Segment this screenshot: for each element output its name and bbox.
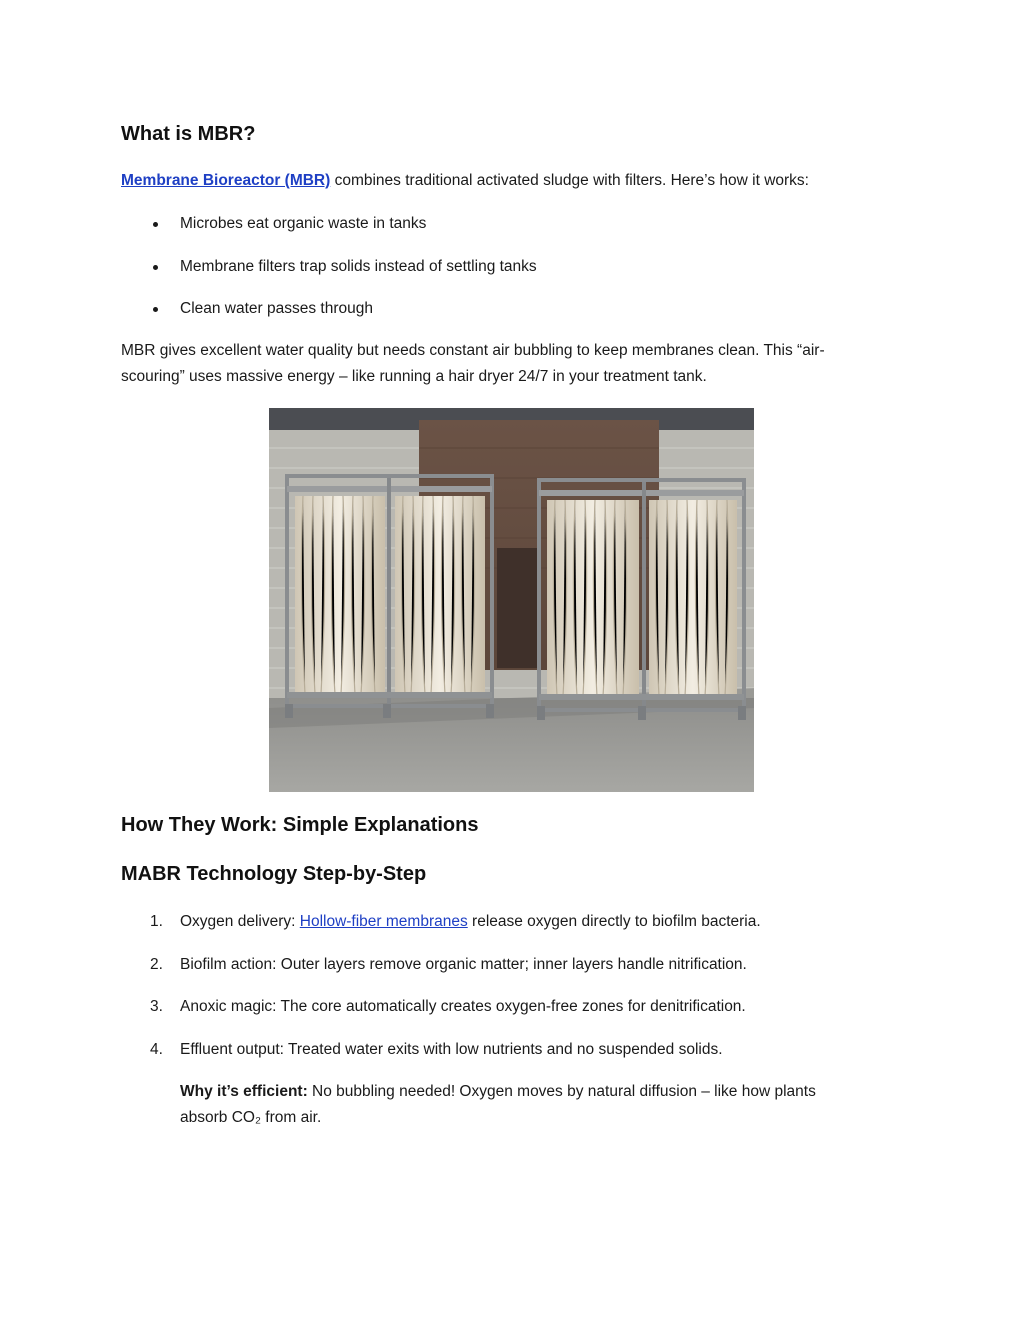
step-number: 3. — [150, 998, 163, 1015]
step-text: Effluent output: Treated water exits with low nutrients and no suspended solids. — [180, 1041, 723, 1058]
note-label: Why it’s efficient: — [180, 1083, 308, 1100]
mbr-paragraph-line2: scouring” uses massive energy – like running a hair dryer 24/7 in your treatment tank. — [121, 368, 707, 385]
bullet-icon — [153, 307, 158, 312]
step-number: 2. — [150, 956, 163, 973]
list-item — [121, 1039, 891, 1061]
list-item — [121, 996, 891, 1018]
mbr-paragraph-line1: MBR gives excellent water quality but needs constant air bubbling to keep membranes clean. This “air- — [121, 342, 825, 359]
step-text — [180, 911, 761, 933]
heading-what-is-mbr: What is MBR? — [121, 123, 256, 145]
bullet-icon — [153, 222, 158, 227]
note-line2: absorb CO₂ from air. — [180, 1109, 322, 1126]
list-item — [121, 298, 891, 320]
step-number: 4. — [150, 1041, 163, 1058]
note-line1: No bubbling needed! Oxygen moves by natural diffusion – like how plants — [307, 1083, 816, 1100]
intro-paragraph — [121, 168, 891, 194]
heading-mabr-steps: MABR Technology Step-by-Step — [121, 863, 427, 885]
step-text: Anoxic magic: The core automatically creates oxygen-free zones for denitrification. — [180, 998, 746, 1015]
intro-text: combines traditional activated sludge with filters. Here’s how it works: — [330, 172, 809, 189]
list-item — [121, 954, 891, 976]
efficiency-note — [180, 1079, 890, 1131]
list-item — [121, 911, 891, 933]
step-text-pre: Oxygen delivery: — [180, 913, 300, 930]
hollow-fiber-link[interactable]: Hollow-fiber membranes — [299, 913, 468, 930]
mbr-paragraph — [121, 338, 891, 390]
step-number: 1. — [150, 913, 163, 930]
heading-how-they-work: How They Work: Simple Explanations — [121, 814, 479, 836]
bullet-text: Membrane filters trap solids instead of settling tanks — [180, 258, 537, 275]
bullet-text: Microbes eat organic waste in tanks — [180, 215, 427, 232]
bullet-text: Clean water passes through — [180, 300, 374, 317]
list-item — [121, 213, 891, 235]
list-item — [121, 256, 891, 278]
mbr-membrane-modules-photo — [269, 408, 754, 792]
bullet-icon — [153, 265, 158, 270]
mbr-link[interactable]: Membrane Bioreactor (MBR) — [121, 172, 331, 189]
step-text: Biofilm action: Outer layers remove organic matter; inner layers handle nitrification. — [180, 956, 747, 973]
step-text-post: release oxygen directly to biofilm bacteria. — [467, 913, 761, 930]
